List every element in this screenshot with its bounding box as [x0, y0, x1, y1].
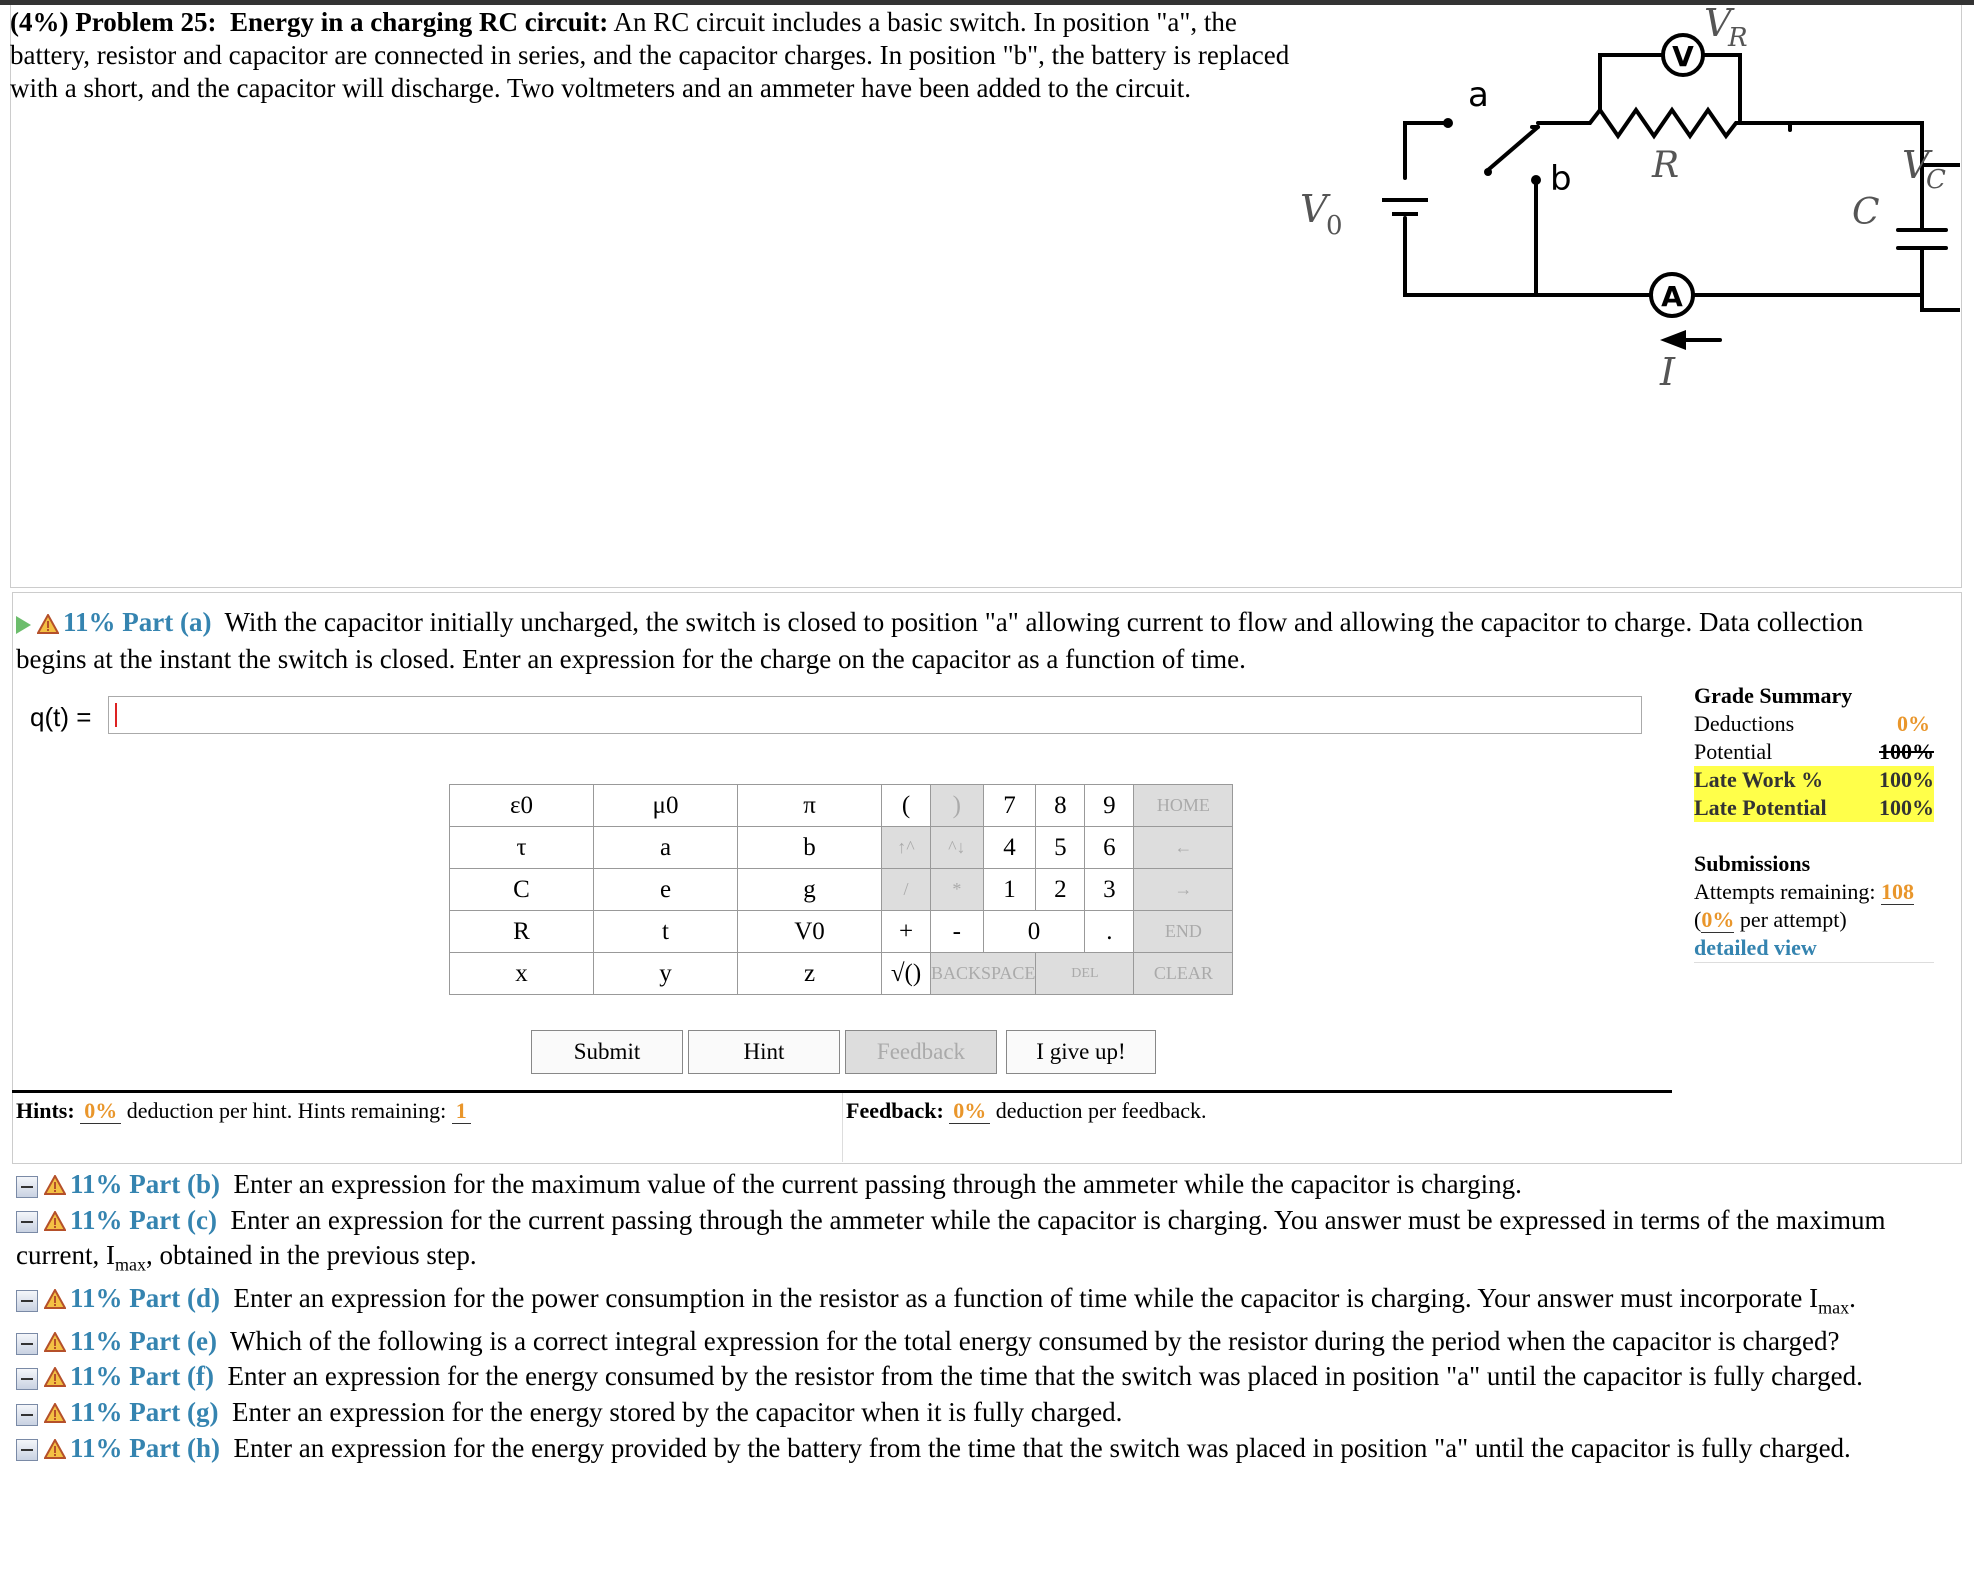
- answer-label: q(t) =: [30, 702, 92, 732]
- late-work-value: 100%: [1879, 767, 1934, 792]
- svg-text:V: V: [1672, 40, 1694, 73]
- part-a-pct: 11%: [63, 607, 116, 637]
- part-text-tail: , obtained in the previous step.: [145, 1240, 477, 1271]
- feedback-button[interactable]: Feedback: [845, 1030, 997, 1074]
- expand-triangle-icon[interactable]: [16, 616, 31, 634]
- key-5[interactable]: 5: [1036, 827, 1085, 869]
- late-potential-label: Late Potential: [1694, 795, 1827, 820]
- part-subscript: max: [1818, 1297, 1850, 1318]
- part-pct: 11%: [70, 1361, 123, 1392]
- problem-statement: [10, 6, 1310, 105]
- hints-remaining: 1: [452, 1098, 471, 1124]
- label-vc: V: [1902, 143, 1930, 187]
- collapse-box-icon[interactable]: [16, 1290, 38, 1312]
- hint-button[interactable]: Hint: [688, 1030, 840, 1074]
- switch-contact-b-dot: [1531, 175, 1541, 185]
- key-R[interactable]: R: [450, 911, 594, 953]
- feedback-info: [846, 1098, 1207, 1124]
- warning-icon: [44, 1362, 66, 1396]
- key-b[interactable]: b: [738, 827, 882, 869]
- circuit-diagram: [1300, 0, 1960, 400]
- feedback-label: Feedback:: [846, 1098, 944, 1123]
- switch-blade: [1488, 127, 1538, 170]
- key-0[interactable]: 0: [983, 911, 1085, 953]
- warning-icon: [44, 1170, 66, 1204]
- hints-label: Hints:: [16, 1098, 75, 1123]
- key-close-paren[interactable]: ): [931, 785, 984, 827]
- ammeter: [1651, 274, 1693, 316]
- potential-label: Potential: [1694, 739, 1773, 764]
- part-b[interactable]: [16, 1168, 1951, 1204]
- hints-pct: 0%: [80, 1098, 121, 1124]
- label-vr: V: [1704, 1, 1732, 45]
- wire-battery-top: [1405, 123, 1448, 178]
- collapse-box-icon[interactable]: [16, 1439, 38, 1461]
- warning-icon: [37, 608, 59, 642]
- key-pi[interactable]: π: [738, 785, 882, 827]
- key-dot[interactable]: .: [1085, 911, 1134, 953]
- key-2[interactable]: 2: [1036, 869, 1085, 911]
- late-potential-value: 100%: [1879, 795, 1934, 820]
- detailed-view-link[interactable]: detailed view: [1694, 935, 1817, 960]
- label-vr-sub: R: [1728, 23, 1748, 53]
- per-attempt-text: per attempt): [1739, 907, 1847, 932]
- collapse-box-icon[interactable]: [16, 1404, 38, 1426]
- part-g[interactable]: [16, 1396, 1951, 1432]
- key-divide[interactable]: /: [882, 869, 931, 911]
- key-g[interactable]: g: [738, 869, 882, 911]
- feedback-text: deduction per feedback.: [995, 1098, 1207, 1123]
- key-left-arrow[interactable]: ←: [1134, 827, 1233, 869]
- part-label: Part (f): [129, 1361, 214, 1392]
- vr-wire-left: [1600, 55, 1663, 110]
- attempts-value: 108: [1880, 879, 1914, 904]
- switch-pivot-dot: [1484, 168, 1492, 176]
- key-a[interactable]: a: [594, 827, 738, 869]
- part-pct: 11%: [70, 1204, 123, 1235]
- deductions-value: 0%: [1897, 711, 1930, 736]
- key-clear[interactable]: CLEAR: [1134, 953, 1233, 995]
- collapse-box-icon[interactable]: [16, 1211, 38, 1233]
- collapse-box-icon[interactable]: [16, 1368, 38, 1390]
- hints-text: deduction per hint. Hints remaining:: [126, 1098, 447, 1123]
- voltmeter-vr: [1663, 35, 1703, 75]
- symbol-keypad: [449, 784, 882, 995]
- part-pct: 11%: [70, 1282, 123, 1313]
- key-end[interactable]: END: [1134, 911, 1233, 953]
- key-multiply[interactable]: *: [931, 869, 984, 911]
- part-label: Part (g): [129, 1396, 219, 1427]
- key-3[interactable]: 3: [1085, 869, 1134, 911]
- key-superscript[interactable]: ↑^: [882, 827, 931, 869]
- part-label: Part (d): [129, 1282, 220, 1313]
- part-text: Enter an expression for the power consumption in the resistor as a function of time while the capacitor is charging. Your answer must incorporate I: [233, 1282, 1819, 1313]
- key-epsilon0[interactable]: ε0: [450, 785, 594, 827]
- part-label: Part (e): [129, 1325, 217, 1356]
- grade-summary: Grade Summary Deductions 0% Potential 100% Late Work % 100% Late Potential 100% Submissions Attempts remaining: 108 (0% per attempt) detailed view: [1694, 682, 1934, 963]
- key-e[interactable]: e: [594, 869, 738, 911]
- key-9[interactable]: 9: [1085, 785, 1134, 827]
- part-c[interactable]: [16, 1204, 1951, 1282]
- key-t[interactable]: t: [594, 911, 738, 953]
- warning-icon: [44, 1327, 66, 1361]
- key-7[interactable]: 7: [983, 785, 1036, 827]
- submit-button[interactable]: Submit: [531, 1030, 683, 1074]
- key-1[interactable]: 1: [983, 869, 1036, 911]
- part-d[interactable]: [16, 1282, 1951, 1325]
- key-del[interactable]: DEL: [1036, 953, 1134, 995]
- key-8[interactable]: 8: [1036, 785, 1085, 827]
- warning-icon: [44, 1434, 66, 1468]
- part-text-tail: .: [1849, 1282, 1856, 1313]
- part-a-header: [16, 605, 1916, 676]
- part-h[interactable]: [16, 1432, 1951, 1468]
- label-vc-sub: C: [1926, 165, 1946, 195]
- key-y[interactable]: y: [594, 953, 738, 995]
- part-a-label: Part (a): [122, 607, 212, 637]
- label-r: R: [1652, 145, 1680, 186]
- key-subscript[interactable]: ^↓: [931, 827, 984, 869]
- problem-number: Problem 25:: [75, 7, 217, 37]
- part-text: Enter an expression for the energy consumed by the resistor from the time that the switch was placed in position "a" until the capacitor is fully charged.: [227, 1361, 1863, 1392]
- label-v0: V: [1300, 187, 1328, 231]
- part-pct: 11%: [70, 1432, 123, 1463]
- key-right-arrow[interactable]: →: [1134, 869, 1233, 911]
- part-subscript: max: [114, 1254, 146, 1275]
- label-current: I: [1660, 350, 1676, 394]
- key-V0[interactable]: V0: [738, 911, 882, 953]
- grade-title: Grade Summary: [1694, 683, 1853, 708]
- part-text: Enter an expression for the current passing through the ammeter while the capacitor is charging. You answer must be expressed in terms of the maximum current, I: [16, 1204, 1886, 1271]
- attempts-label: Attempts remaining:: [1694, 879, 1876, 904]
- key-mu0[interactable]: μ0: [594, 785, 738, 827]
- label-b: b: [1550, 159, 1572, 199]
- divider: [842, 1093, 843, 1162]
- part-text: Which of the following is a correct integral expression for the total energy consumed by the resistor during the period when the capacitor is charged?: [229, 1325, 1840, 1356]
- key-4[interactable]: 4: [983, 827, 1036, 869]
- key-home[interactable]: HOME: [1134, 785, 1233, 827]
- problem-weight: (4%): [10, 7, 69, 37]
- part-a-text: With the capacitor initially uncharged, the switch is closed to position "a" allowing current to flow and allowing the capacitor to charge. Data collection begins at the instant the switch is closed. Enter an expression for the charge on the capacitor as a function of time.: [16, 607, 1864, 674]
- key-sqrt[interactable]: √(): [882, 953, 931, 995]
- key-backspace[interactable]: BACKSPACE: [931, 953, 1036, 995]
- key-z[interactable]: z: [738, 953, 882, 995]
- remaining-parts-list: [16, 1168, 1951, 1467]
- submissions-title: Submissions: [1694, 851, 1811, 876]
- svg-text:A: A: [1661, 280, 1683, 313]
- problem-body: An RC circuit includes a basic switch. In position "a", the battery, resistor and capacitor are connected in series, and the capacitor charges. In position "b", the battery is replaced with a short, and the capacitor will discharge. Two voltmeters and an ammeter have been added to the circuit.: [10, 7, 1290, 103]
- text-caret: [115, 703, 117, 727]
- late-work-label: Late Work %: [1694, 767, 1824, 792]
- part-pct: 11%: [70, 1396, 123, 1427]
- key-minus[interactable]: -: [931, 911, 984, 953]
- label-c: C: [1852, 192, 1880, 233]
- key-tau[interactable]: τ: [450, 827, 594, 869]
- part-f[interactable]: [16, 1360, 1951, 1396]
- part-label: Part (h): [129, 1432, 220, 1463]
- warning-icon: [44, 1398, 66, 1432]
- current-arrow-head: [1660, 330, 1686, 350]
- part-text: Enter an expression for the energy stored by the capacitor when it is fully charged.: [231, 1396, 1123, 1427]
- number-keypad: [881, 784, 1233, 995]
- part-pct: 11%: [70, 1169, 123, 1199]
- key-C[interactable]: C: [450, 869, 594, 911]
- resistor: [1600, 110, 1790, 136]
- part-label: Part (b): [129, 1169, 220, 1199]
- part-e[interactable]: [16, 1325, 1951, 1361]
- vc-wire-bottom: [1922, 230, 1960, 310]
- part-label: Part (c): [129, 1204, 217, 1235]
- label-v0-sub: 0: [1326, 211, 1343, 241]
- switch-contact-a-dot: [1443, 118, 1453, 128]
- deductions-label: Deductions: [1694, 711, 1795, 736]
- collapse-box-icon[interactable]: [16, 1176, 38, 1198]
- part-text: Enter an expression for the maximum value of the current passing through the ammeter while the capacitor is charging.: [233, 1169, 1522, 1199]
- feedback-pct: 0%: [949, 1098, 990, 1124]
- part-text: Enter an expression for the energy provided by the battery from the time that the switch was placed in position "a" until the capacitor is fully charged.: [233, 1432, 1851, 1463]
- key-open-paren[interactable]: (: [882, 785, 931, 827]
- answer-input[interactable]: [108, 696, 1642, 734]
- potential-value: 100%: [1879, 739, 1934, 764]
- label-a: a: [1468, 75, 1489, 115]
- give-up-button[interactable]: I give up!: [1006, 1030, 1156, 1074]
- hints-info: [16, 1098, 471, 1124]
- collapse-box-icon[interactable]: [16, 1333, 38, 1355]
- key-plus[interactable]: +: [882, 911, 931, 953]
- key-6[interactable]: 6: [1085, 827, 1134, 869]
- key-x[interactable]: x: [450, 953, 594, 995]
- per-attempt-pct: 0%: [1701, 907, 1735, 932]
- part-pct: 11%: [70, 1325, 123, 1356]
- warning-icon: [44, 1206, 66, 1240]
- problem-title: Energy in a charging RC circuit:: [229, 7, 609, 37]
- warning-icon: [44, 1284, 66, 1318]
- wire-a-to-resistor: [1538, 110, 1600, 123]
